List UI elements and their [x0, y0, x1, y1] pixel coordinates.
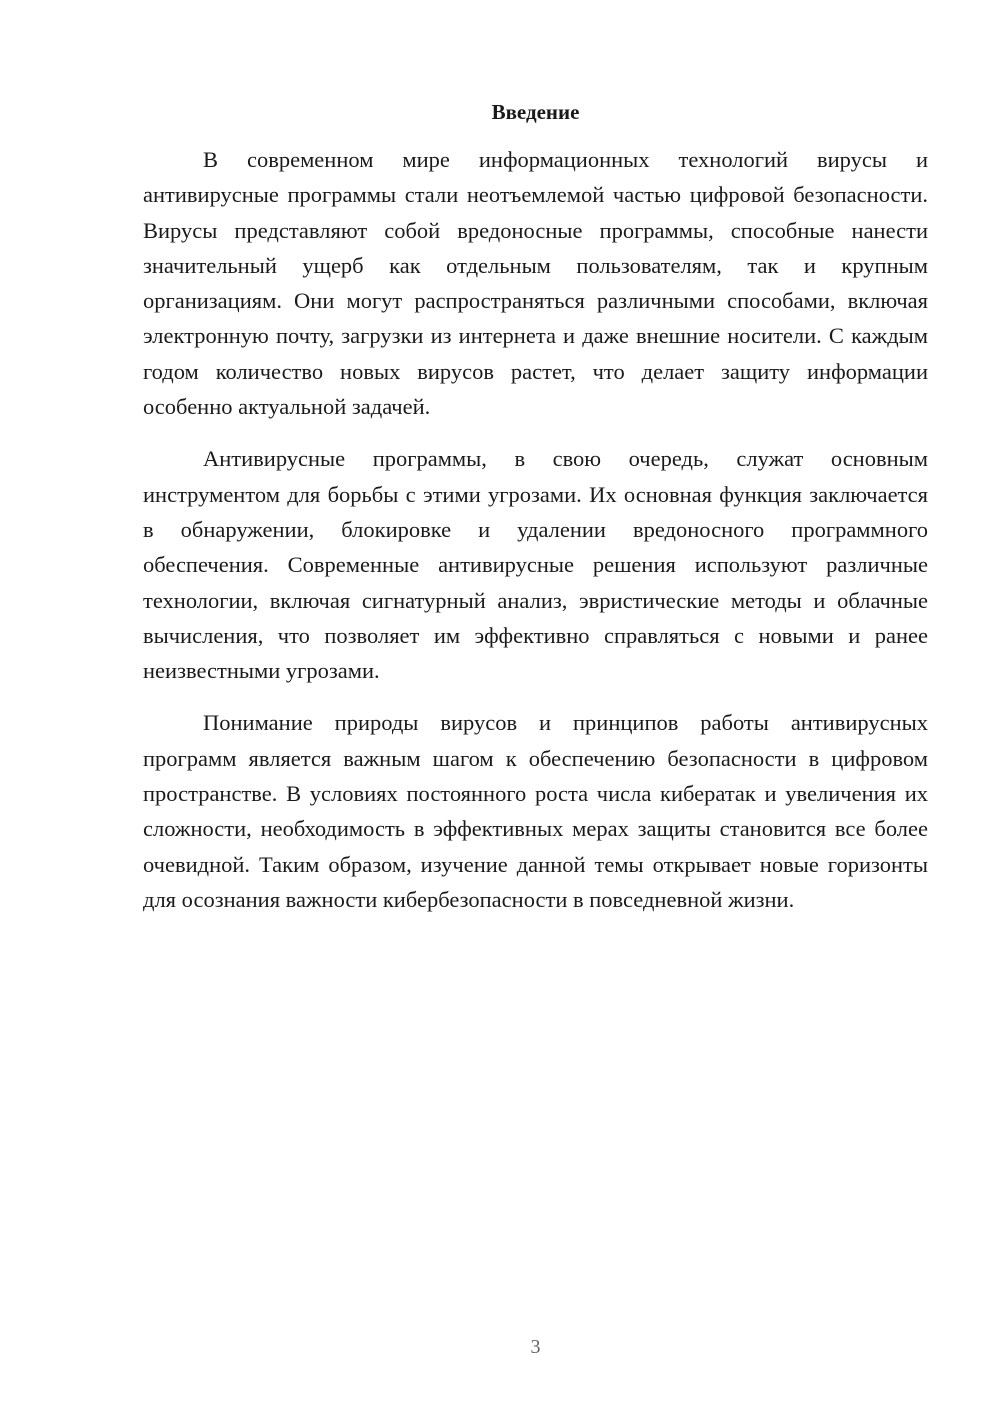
section-title: Введение: [491, 100, 580, 124]
document-body: [143, 142, 928, 934]
page-number: 3: [530, 1336, 541, 1358]
paragraph-2: Антивирусные программы, в свою очередь, служат основным инструментом для борьбы с этими угрозами. Их основная функция заключается в обнаружении, блокировке и удалении вредоносного программного обеспечения. Современные антивирусные решения используют различные технологии, включая сигнатурный анализ, эвристические методы и облачные вычисления, что позволяет им эффективно справляться с новыми и ранее неизвестными угрозами.: [143, 446, 928, 684]
paragraph-3: Понимание природы вирусов и принципов работы антивирусных программ является важным шагом к обеспечению безопасности в цифровом пространстве. В условиях постоянного роста числа кибератак и увеличения их сложности, необходимость в эффективных мерах защиты становится все более очевидной. Таким образом, изучение данной темы открывает новые горизонты для осознания важности кибербезопасности в повседневной жизни.: [143, 710, 928, 912]
paragraph-1: В современном мире информационных технологий вирусы и антивирусные программы стали неотъемлемой частью цифровой безопасности. Вирусы представляют собой вредоносные программы, способные нанести значительный ущерб как отдельным пользователям, так и крупным организациям. Они могут распространяться различными способами, включая электронную почту, загрузки из интернета и даже внешние носители. С каждым годом количество новых вирусов растет, что делает защиту информации особенно актуальной задачей.: [143, 147, 928, 420]
